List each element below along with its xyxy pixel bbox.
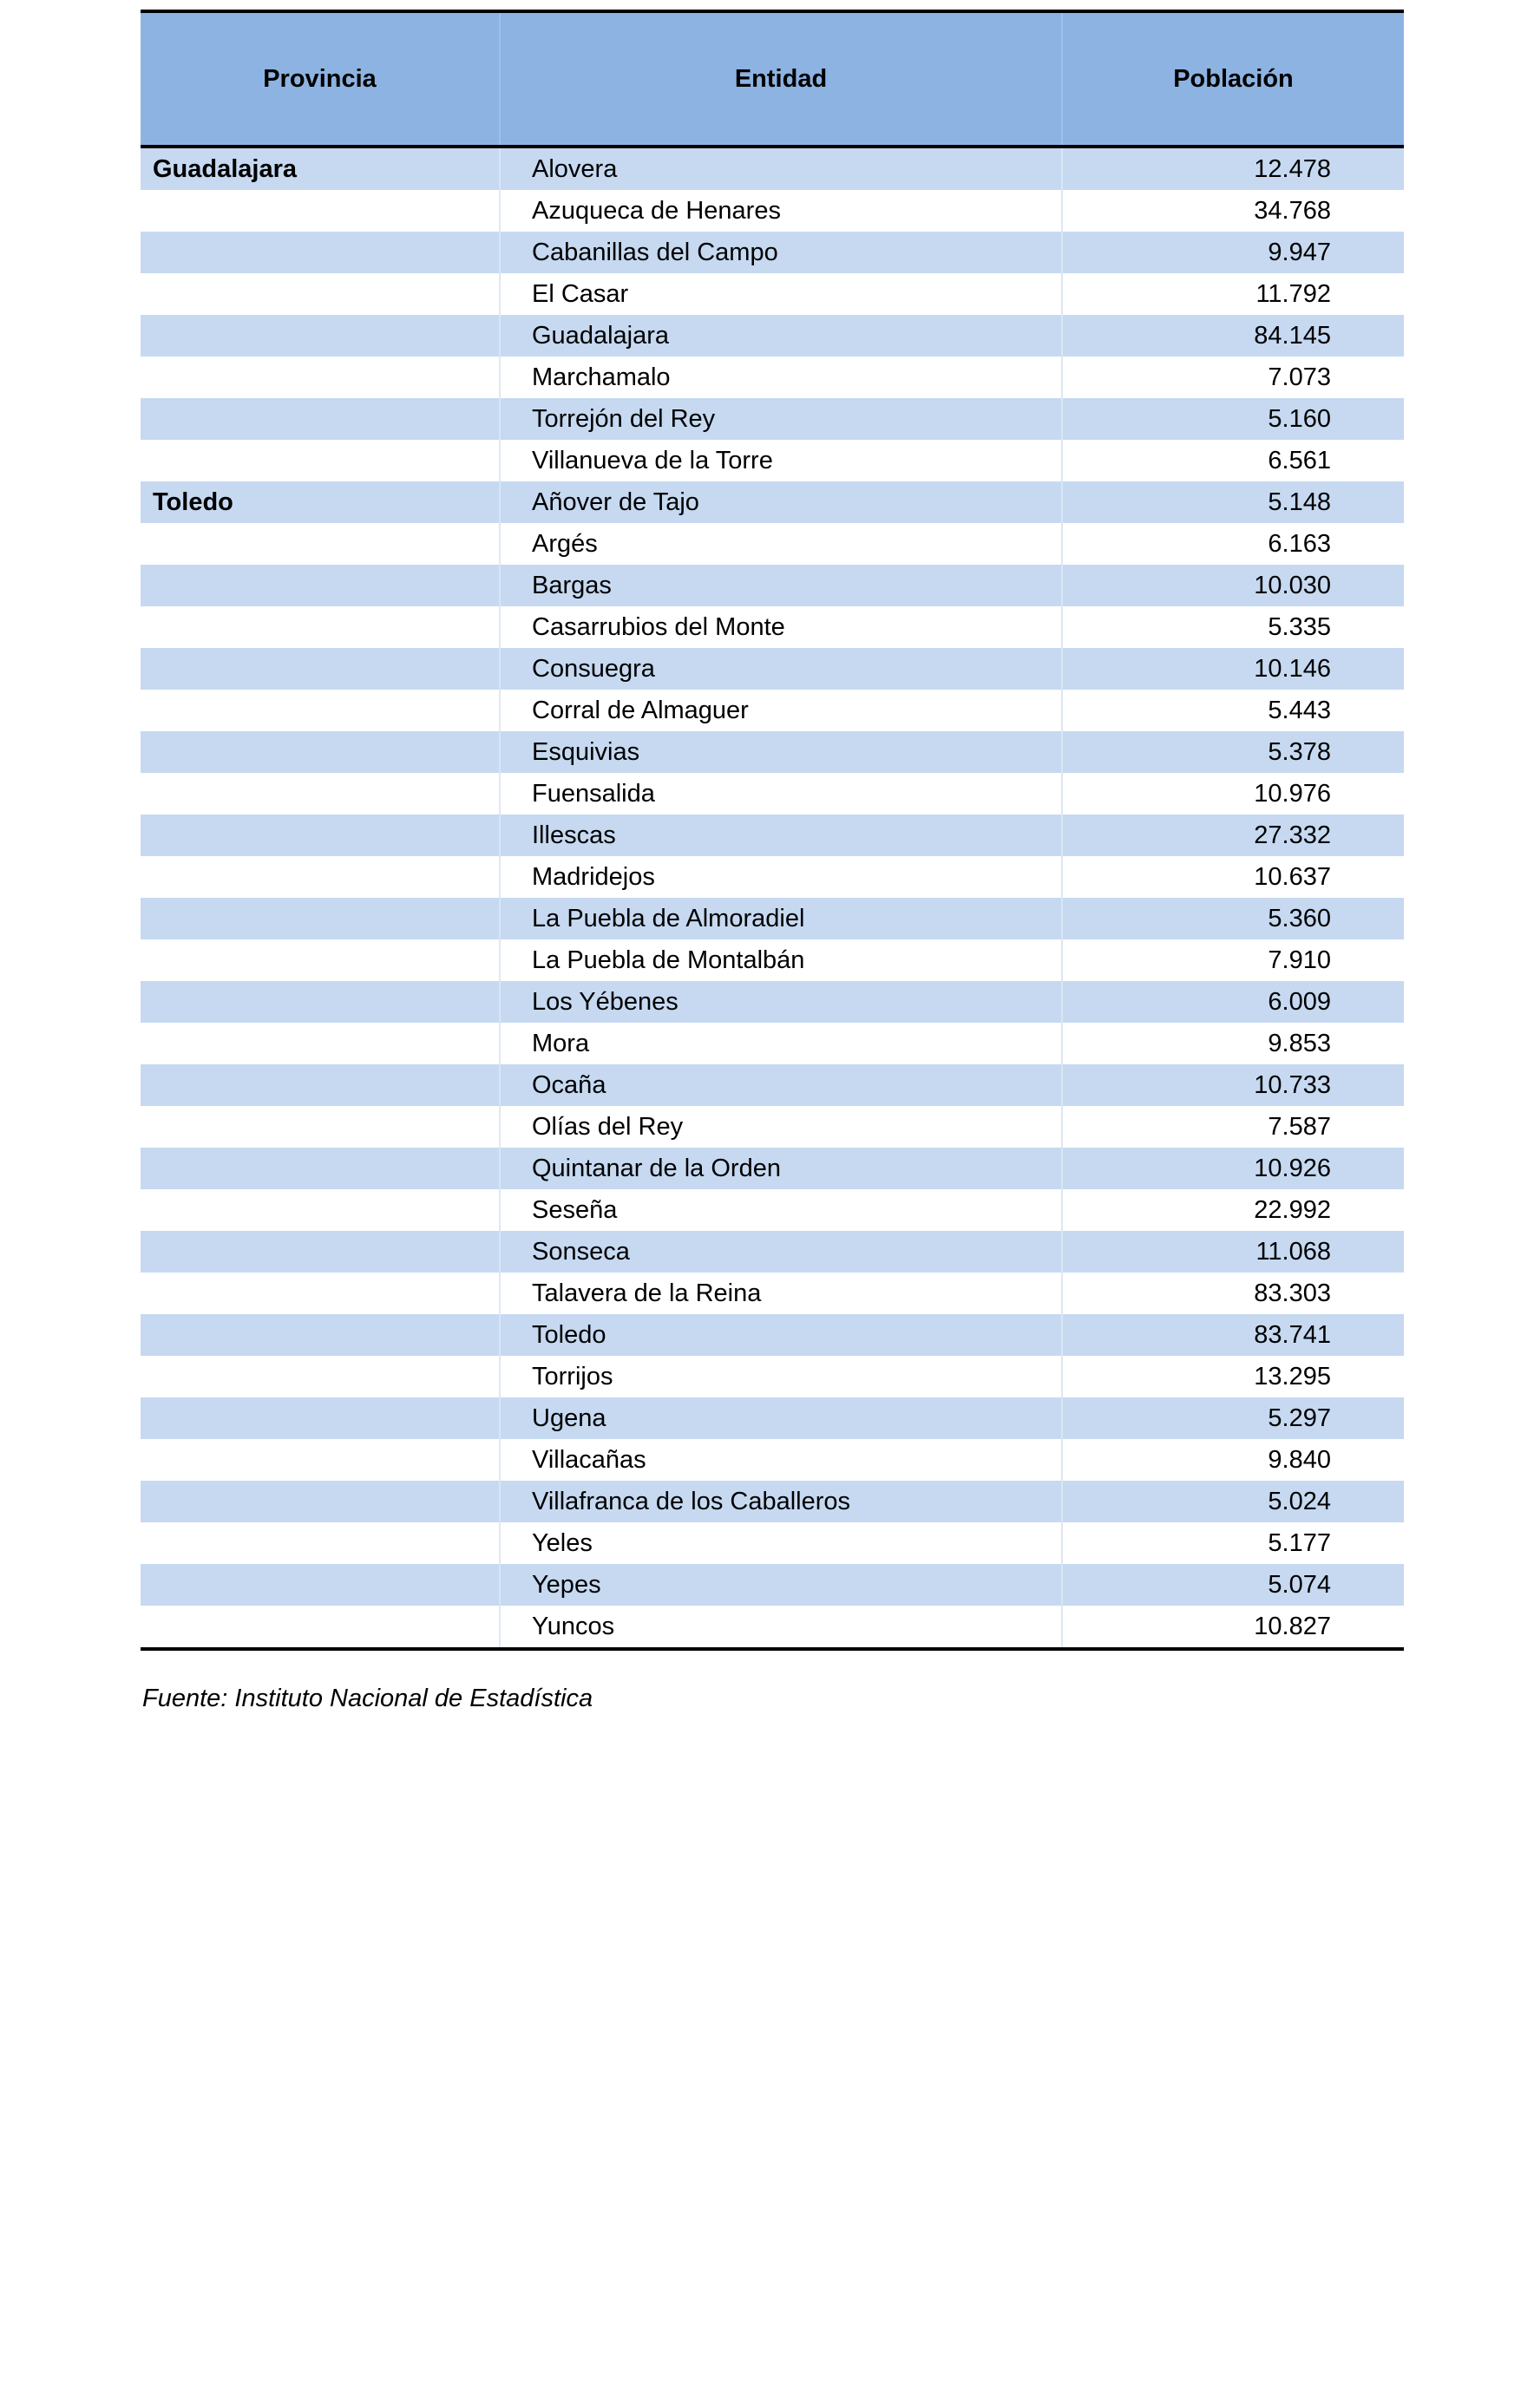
cell-provincia: [141, 1148, 500, 1189]
cell-provincia: [141, 939, 500, 981]
cell-poblacion: 5.160: [1062, 398, 1404, 440]
table-row: [141, 690, 1404, 731]
cell-entidad: Olías del Rey: [500, 1106, 1062, 1148]
cell-provincia: [141, 315, 500, 357]
cell-entidad: Fuensalida: [500, 773, 1062, 815]
cell-poblacion: 5.335: [1062, 606, 1404, 648]
cell-provincia: Guadalajara: [141, 147, 500, 190]
cell-poblacion: 5.297: [1062, 1397, 1404, 1439]
cell-provincia: [141, 357, 500, 398]
cell-entidad: Villacañas: [500, 1439, 1062, 1481]
cell-poblacion: 5.360: [1062, 898, 1404, 939]
cell-poblacion: 10.637: [1062, 856, 1404, 898]
cell-poblacion: 84.145: [1062, 315, 1404, 357]
table-row: [141, 190, 1404, 232]
cell-provincia: [141, 690, 500, 731]
cell-entidad: Añover de Tajo: [500, 481, 1062, 523]
table-row: [141, 1481, 1404, 1522]
table-row: [141, 773, 1404, 815]
cell-provincia: [141, 565, 500, 606]
table-row: [141, 523, 1404, 565]
cell-provincia: [141, 1273, 500, 1314]
cell-poblacion: 10.030: [1062, 565, 1404, 606]
cell-entidad: Marchamalo: [500, 357, 1062, 398]
population-table: [141, 10, 1404, 1651]
cell-provincia: [141, 731, 500, 773]
cell-entidad: Villafranca de los Caballeros: [500, 1481, 1062, 1522]
cell-entidad: Yepes: [500, 1564, 1062, 1606]
table-row: [141, 1273, 1404, 1314]
cell-provincia: [141, 981, 500, 1023]
table-row: [141, 398, 1404, 440]
cell-entidad: Yuncos: [500, 1606, 1062, 1649]
population-table-container: [141, 10, 1404, 1651]
table-row: [141, 815, 1404, 856]
cell-provincia: [141, 606, 500, 648]
cell-provincia: [141, 232, 500, 273]
cell-poblacion: 10.733: [1062, 1064, 1404, 1106]
cell-entidad: Argés: [500, 523, 1062, 565]
table-row: [141, 1564, 1404, 1606]
cell-provincia: [141, 1564, 500, 1606]
cell-entidad: Corral de Almaguer: [500, 690, 1062, 731]
table-row: [141, 315, 1404, 357]
table-row: [141, 648, 1404, 690]
table-row: [141, 1023, 1404, 1064]
cell-provincia: [141, 440, 500, 481]
cell-poblacion: 83.741: [1062, 1314, 1404, 1356]
cell-provincia: [141, 1064, 500, 1106]
cell-poblacion: 12.478: [1062, 147, 1404, 190]
table-row: [141, 606, 1404, 648]
cell-provincia: [141, 1397, 500, 1439]
cell-poblacion: 5.148: [1062, 481, 1404, 523]
cell-entidad: Torrijos: [500, 1356, 1062, 1397]
cell-provincia: [141, 190, 500, 232]
cell-provincia: [141, 273, 500, 315]
cell-provincia: Toledo: [141, 481, 500, 523]
cell-provincia: [141, 1481, 500, 1522]
cell-provincia: [141, 1231, 500, 1273]
cell-provincia: [141, 1314, 500, 1356]
cell-poblacion: 7.910: [1062, 939, 1404, 981]
cell-poblacion: 10.827: [1062, 1606, 1404, 1649]
table-row: [141, 1439, 1404, 1481]
cell-poblacion: 7.073: [1062, 357, 1404, 398]
table-row: [141, 481, 1404, 523]
table-row: [141, 1522, 1404, 1564]
table-body: [141, 147, 1404, 1649]
header-entidad: Entidad: [500, 11, 1062, 147]
table-row: [141, 357, 1404, 398]
table-row: [141, 1314, 1404, 1356]
cell-entidad: Bargas: [500, 565, 1062, 606]
cell-poblacion: 27.332: [1062, 815, 1404, 856]
cell-entidad: Villanueva de la Torre: [500, 440, 1062, 481]
table-row: [141, 440, 1404, 481]
cell-provincia: [141, 1439, 500, 1481]
cell-provincia: [141, 523, 500, 565]
cell-entidad: Torrejón del Rey: [500, 398, 1062, 440]
cell-entidad: El Casar: [500, 273, 1062, 315]
cell-entidad: Esquivias: [500, 731, 1062, 773]
cell-poblacion: 11.792: [1062, 273, 1404, 315]
cell-poblacion: 7.587: [1062, 1106, 1404, 1148]
header-poblacion: Población: [1062, 11, 1404, 147]
table-row: [141, 1397, 1404, 1439]
cell-entidad: Yeles: [500, 1522, 1062, 1564]
table-row: [141, 898, 1404, 939]
cell-entidad: Mora: [500, 1023, 1062, 1064]
cell-provincia: [141, 1023, 500, 1064]
cell-entidad: Los Yébenes: [500, 981, 1062, 1023]
cell-entidad: Ugena: [500, 1397, 1062, 1439]
cell-entidad: Cabanillas del Campo: [500, 232, 1062, 273]
table-row: [141, 939, 1404, 981]
table-row: [141, 1064, 1404, 1106]
table-row: [141, 147, 1404, 190]
cell-provincia: [141, 1106, 500, 1148]
header-provincia: Provincia: [141, 11, 500, 147]
cell-poblacion: 6.009: [1062, 981, 1404, 1023]
cell-entidad: Ocaña: [500, 1064, 1062, 1106]
table-row: [141, 1606, 1404, 1649]
table-row: [141, 1148, 1404, 1189]
cell-provincia: [141, 856, 500, 898]
cell-poblacion: 9.947: [1062, 232, 1404, 273]
cell-entidad: Guadalajara: [500, 315, 1062, 357]
cell-poblacion: 10.146: [1062, 648, 1404, 690]
cell-entidad: Toledo: [500, 1314, 1062, 1356]
table-row: [141, 981, 1404, 1023]
cell-poblacion: 5.443: [1062, 690, 1404, 731]
cell-entidad: Sonseca: [500, 1231, 1062, 1273]
table-header: [141, 11, 1404, 147]
cell-poblacion: 34.768: [1062, 190, 1404, 232]
cell-entidad: Illescas: [500, 815, 1062, 856]
table-row: [141, 856, 1404, 898]
cell-poblacion: 5.074: [1062, 1564, 1404, 1606]
cell-provincia: [141, 815, 500, 856]
cell-poblacion: 10.976: [1062, 773, 1404, 815]
cell-provincia: [141, 398, 500, 440]
cell-provincia: [141, 898, 500, 939]
header-row: [141, 11, 1404, 147]
cell-provincia: [141, 1189, 500, 1231]
cell-poblacion: 6.163: [1062, 523, 1404, 565]
table-row: [141, 1189, 1404, 1231]
table-row: [141, 1106, 1404, 1148]
cell-provincia: [141, 1522, 500, 1564]
cell-entidad: Madridejos: [500, 856, 1062, 898]
table-row: [141, 1356, 1404, 1397]
cell-provincia: [141, 773, 500, 815]
cell-entidad: Azuqueca de Henares: [500, 190, 1062, 232]
cell-poblacion: 22.992: [1062, 1189, 1404, 1231]
cell-poblacion: 10.926: [1062, 1148, 1404, 1189]
cell-poblacion: 13.295: [1062, 1356, 1404, 1397]
table-row: [141, 565, 1404, 606]
cell-entidad: Seseña: [500, 1189, 1062, 1231]
cell-poblacion: 6.561: [1062, 440, 1404, 481]
cell-entidad: La Puebla de Almoradiel: [500, 898, 1062, 939]
cell-poblacion: 9.840: [1062, 1439, 1404, 1481]
cell-poblacion: 11.068: [1062, 1231, 1404, 1273]
cell-poblacion: 9.853: [1062, 1023, 1404, 1064]
cell-poblacion: 5.177: [1062, 1522, 1404, 1564]
cell-entidad: Consuegra: [500, 648, 1062, 690]
cell-provincia: [141, 1606, 500, 1649]
cell-entidad: Quintanar de la Orden: [500, 1148, 1062, 1189]
cell-provincia: [141, 648, 500, 690]
cell-entidad: Alovera: [500, 147, 1062, 190]
cell-poblacion: 83.303: [1062, 1273, 1404, 1314]
cell-entidad: La Puebla de Montalbán: [500, 939, 1062, 981]
cell-poblacion: 5.378: [1062, 731, 1404, 773]
cell-provincia: [141, 1356, 500, 1397]
source-note: Fuente: Instituto Nacional de Estadística: [142, 1685, 593, 1712]
cell-entidad: Talavera de la Reina: [500, 1273, 1062, 1314]
table-row: [141, 273, 1404, 315]
table-row: [141, 232, 1404, 273]
cell-poblacion: 5.024: [1062, 1481, 1404, 1522]
table-row: [141, 731, 1404, 773]
table-row: [141, 1231, 1404, 1273]
cell-entidad: Casarrubios del Monte: [500, 606, 1062, 648]
